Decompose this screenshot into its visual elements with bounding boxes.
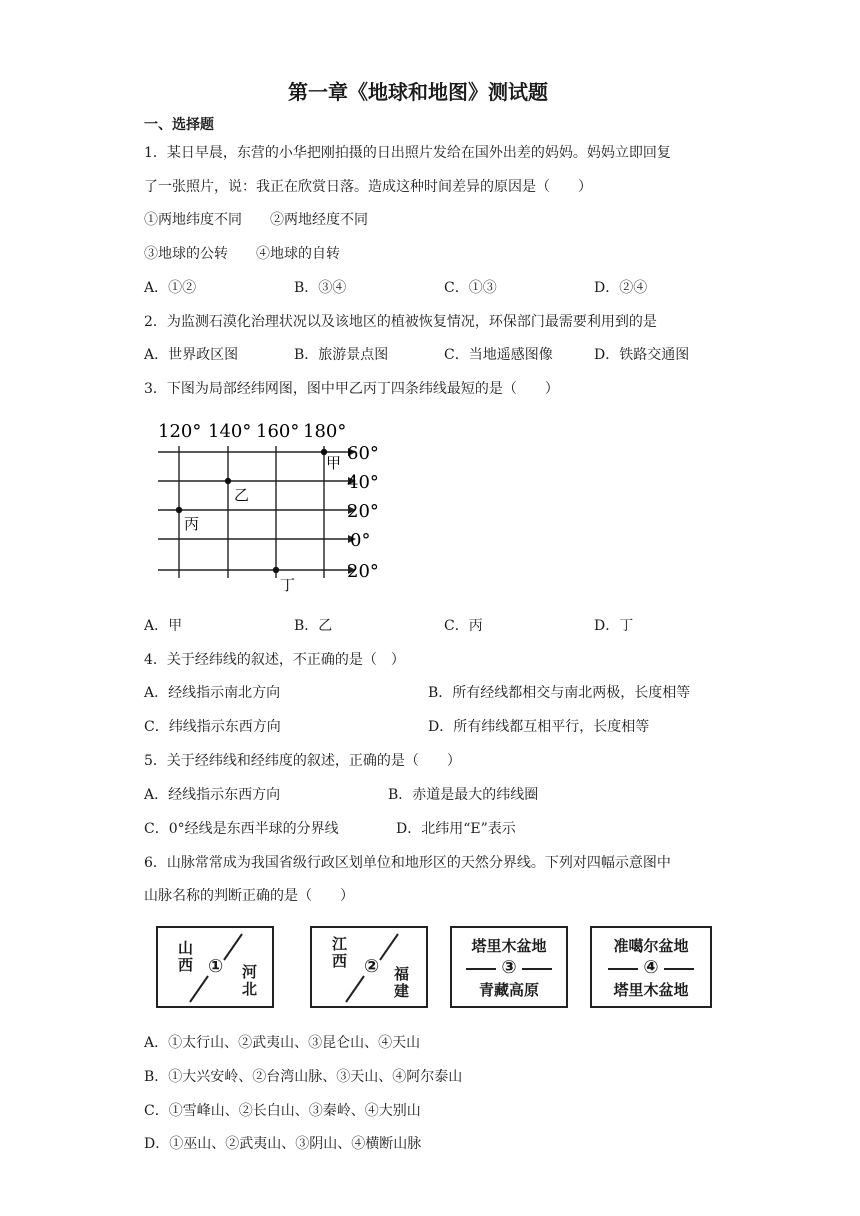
question-5-option-d[interactable]: D．北纬用“E”表示 — [396, 821, 516, 837]
question-2-option-d[interactable]: D．铁路交通图 — [594, 347, 690, 363]
question-4-text: 4．关于经纬线的叙述，不正确的是（ ） — [144, 652, 405, 668]
question-5-option-c[interactable]: C．0°经线是东西半球的分界线 — [144, 821, 339, 837]
question-4-option-c[interactable]: C．纬线指示东西方向 — [144, 719, 281, 735]
lat-label: 20° — [347, 561, 379, 582]
mountain-map-3 — [450, 926, 568, 1008]
mountain-map-1 — [156, 926, 274, 1008]
map-3-top-label: 塔里木盆地 — [471, 937, 547, 955]
map-4-top-label: 准噶尔盆地 — [613, 937, 689, 955]
section-heading: 一、选择题 — [144, 117, 214, 133]
question-6-option-c[interactable]: C．①雪峰山、②长白山、③秦岭、④大别山 — [144, 1103, 421, 1119]
mountain-map-4 — [590, 926, 712, 1008]
question-5-text: 5．关于经纬线和经纬度的叙述，正确的是（ ） — [144, 753, 461, 769]
question-3-text: 3．下图为局部经纬网图，图中甲乙丙丁四条纬线最短的是（ ） — [144, 381, 559, 397]
point-bing — [176, 507, 182, 513]
lon-label: 180° — [303, 421, 347, 442]
question-6-option-a[interactable]: A．①太行山、②武夷山、③昆仑山、④天山 — [144, 1035, 421, 1051]
map-3-bottom-label: 青藏高原 — [478, 981, 539, 999]
question-2-option-c[interactable]: C．当地遥感图像 — [444, 347, 553, 363]
question-3-option-b[interactable]: B．乙 — [294, 618, 333, 634]
question-3-option-d[interactable]: D．丁 — [594, 618, 634, 634]
map-1-right-label: 河北 — [242, 963, 258, 998]
question-6-option-d[interactable]: D．①巫山、②武夷山、③阴山、④横断山脉 — [144, 1136, 422, 1152]
question-5-option-b[interactable]: B．赤道是最大的纬线圈 — [388, 787, 539, 803]
question-4-option-a[interactable]: A．经线指示南北方向 — [144, 685, 281, 701]
point-yi — [225, 478, 231, 484]
mountain-map-2 — [310, 926, 428, 1008]
map-2-number: ② — [364, 956, 380, 977]
lon-label: 140° — [208, 421, 252, 442]
map-2-left-label: 江西 — [332, 935, 348, 970]
question-1-option-c[interactable]: C．①③ — [444, 280, 497, 296]
map-4-bottom-label: 塔里木盆地 — [613, 981, 689, 999]
question-4-option-b[interactable]: B．所有经线都相交与南北两极，长度相等 — [428, 685, 691, 701]
question-1-option-a[interactable]: A．①② — [144, 280, 197, 296]
point-label-bing: 丙 — [184, 515, 200, 533]
question-1-statement-2: ③地球的公转 ④地球的自转 — [144, 246, 340, 262]
lat-label: 60° — [347, 443, 379, 464]
graticule-figure — [150, 412, 390, 602]
lon-label: 120° — [158, 421, 202, 442]
lat-label: 20° — [347, 501, 379, 522]
question-2-option-a[interactable]: A．世界政区图 — [144, 347, 239, 363]
question-1-statement-1: ①两地纬度不同 ②两地经度不同 — [144, 212, 368, 228]
map-4-number: ④ — [643, 957, 659, 978]
lon-label: 160° — [256, 421, 300, 442]
map-1-left-label: 山西 — [178, 939, 194, 974]
point-ding — [273, 567, 279, 573]
question-2-option-b[interactable]: B．旅游景点图 — [294, 347, 389, 363]
question-1-option-b[interactable]: B．③④ — [294, 280, 347, 296]
question-4-option-d[interactable]: D．所有纬线都互相平行，长度相等 — [428, 719, 650, 735]
point-label-yi: 乙 — [234, 486, 250, 504]
lat-label: 40° — [347, 472, 379, 493]
lat-label: 0° — [350, 530, 371, 551]
question-1-line-2: 了一张照片，说：我正在欣赏日落。造成这种时间差异的原因是（ ） — [144, 179, 592, 195]
point-label-jia: 甲 — [326, 454, 342, 472]
map-3-number: ③ — [501, 957, 517, 978]
map-2-right-label: 福建 — [394, 965, 410, 1000]
question-1-line-1: 1．某日早晨，东营的小华把刚拍摄的日出照片发给在国外出差的妈妈。妈妈立即回复 — [144, 145, 671, 161]
question-1-option-d[interactable]: D．②④ — [594, 280, 648, 296]
question-3-option-a[interactable]: A．甲 — [144, 618, 183, 634]
question-2-text: 2．为监测石漠化治理状况以及该地区的植被恢复情况，环保部门最需要利用到的是 — [144, 314, 657, 330]
page-title: 第一章《地球和地图》测试题 — [288, 80, 548, 104]
map-1-number: ① — [208, 956, 224, 977]
question-3-option-c[interactable]: C．丙 — [444, 618, 483, 634]
question-6-line-1: 6．山脉常常成为我国省级行政区划单位和地形区的天然分界线。下列对四幅示意图中 — [144, 855, 671, 871]
question-6-option-b[interactable]: B．①大兴安岭、②台湾山脉、③天山、④阿尔泰山 — [144, 1069, 463, 1085]
point-label-ding: 丁 — [280, 576, 296, 594]
graticule-svg — [150, 412, 390, 602]
question-5-option-a[interactable]: A．经线指示东西方向 — [144, 787, 281, 803]
question-6-line-2: 山脉名称的判断正确的是（ ） — [144, 888, 354, 904]
